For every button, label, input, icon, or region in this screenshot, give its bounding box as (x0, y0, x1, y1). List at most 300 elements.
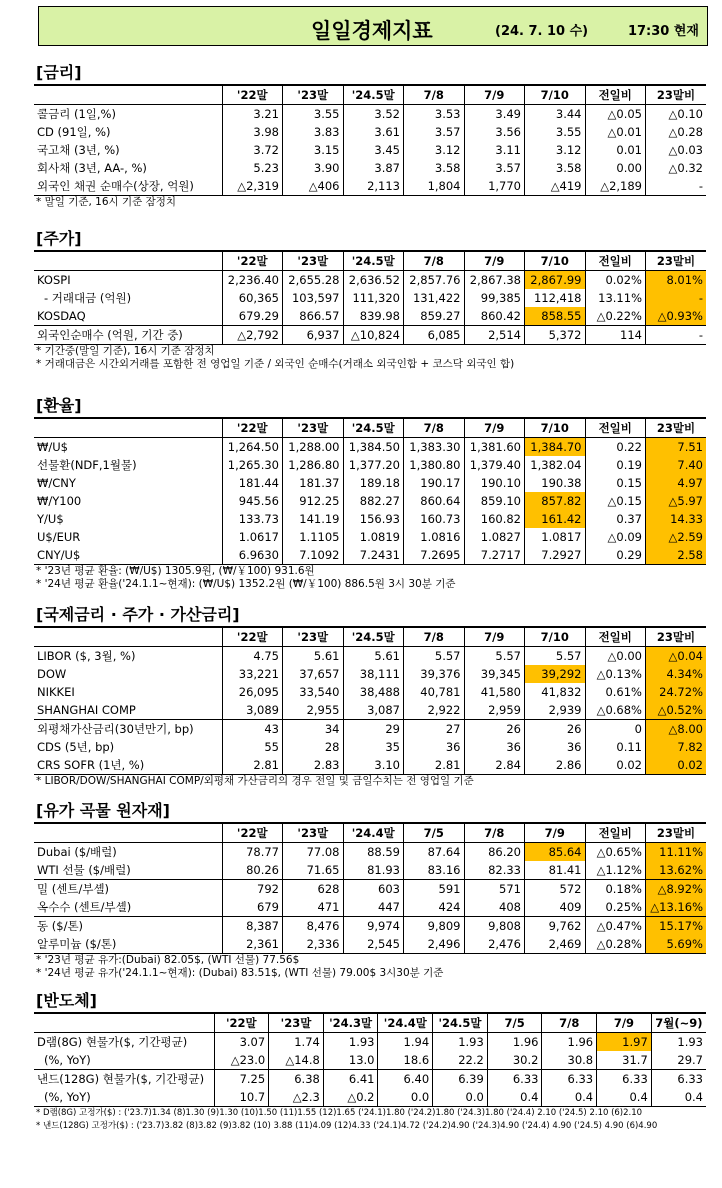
footnote: * 기간중(말일 기준), 16시 기준 잠정치 (36, 345, 215, 357)
table-row (34, 546, 706, 565)
table-cell: 0.4 (597, 1088, 652, 1107)
table-cell: 2.83 (283, 756, 344, 775)
column-header (34, 1014, 214, 1033)
row-label: 알루미늄 ($/톤) (37, 937, 117, 951)
table-cell: 38,111 (343, 665, 404, 683)
row-label: 옥수수 (센트/부셸) (37, 900, 132, 914)
table-cell: 408 (464, 898, 525, 917)
table-cell: △2.59 (646, 528, 707, 546)
row-label: 외평채가산금리(30년만기, bp) (37, 722, 194, 736)
table-row (34, 880, 706, 899)
table-cell: 8,476 (283, 917, 344, 936)
table-cell: 2.58 (646, 546, 707, 565)
table-cell: 912.25 (283, 492, 344, 510)
table-cell: 30.2 (487, 1051, 542, 1070)
table-cell: 0.02 (585, 756, 646, 775)
table-cell: 36 (464, 738, 525, 756)
section-4 (34, 800, 706, 980)
table-cell: 3.12 (525, 141, 586, 159)
column-header: 7/10 (525, 252, 586, 271)
table-cell: 6.33 (542, 1070, 597, 1089)
table-cell: 111,320 (343, 289, 404, 307)
column-header: 7/9 (464, 252, 525, 271)
table-cell: 78.77 (222, 843, 283, 862)
section-0 (34, 62, 706, 209)
footnote: * '24년 평균 환율('24.1.1~현재): (₩/U$) 1352.2원 (₩/￥100) 886.5원 3시 30분 기준 (36, 578, 456, 590)
table-cell: 3.52 (343, 105, 404, 124)
table-cell: 2,113 (343, 177, 404, 196)
column-header: '22말 (222, 628, 283, 647)
row-label: 동 ($/톤) (37, 919, 84, 933)
column-header: 전일비 (585, 628, 646, 647)
table-cell: 112,418 (525, 289, 586, 307)
table-cell: 839.98 (343, 307, 404, 326)
table-cell: 5.57 (404, 647, 465, 666)
table-cell: 3.87 (343, 159, 404, 177)
table-cell: 0.19 (585, 456, 646, 474)
table-cell: 160.73 (404, 510, 465, 528)
table-cell: △0.52% (646, 701, 707, 720)
table-cell: 26,095 (222, 683, 283, 701)
table-cell: 471 (283, 898, 344, 917)
table-cell: 13.62% (646, 861, 707, 880)
table-cell: 5,372 (525, 326, 586, 345)
table-cell: 87.64 (404, 843, 465, 862)
table-cell: 1.93 (323, 1033, 378, 1052)
table-row (34, 861, 706, 880)
column-header: '22말 (222, 252, 283, 271)
table-cell: 3.10 (343, 756, 404, 775)
table-cell: 2.84 (464, 756, 525, 775)
row-label: NIKKEI (37, 685, 75, 699)
row-label: WTI 선물 ($/배럴) (37, 863, 131, 877)
table-cell: 190.38 (525, 474, 586, 492)
table-cell: 3.21 (222, 105, 283, 124)
column-header: 7/10 (525, 628, 586, 647)
table-cell: 2.81 (222, 756, 283, 775)
table-cell: 39,376 (404, 665, 465, 683)
table-row (34, 1088, 706, 1107)
table-cell: 2,959 (464, 701, 525, 720)
table-cell: 679 (222, 898, 283, 917)
table-cell: 81.41 (525, 861, 586, 880)
table-cell: 0.18% (585, 880, 646, 899)
table-cell: 1.96 (487, 1033, 542, 1052)
table-cell: △0.00 (585, 647, 646, 666)
table-cell: 860.64 (404, 492, 465, 510)
table-cell: 71.65 (283, 861, 344, 880)
table-cell: 40,781 (404, 683, 465, 701)
table-cell: 3.90 (283, 159, 344, 177)
column-header: 7/9 (464, 86, 525, 105)
table-cell: △0.09 (585, 528, 646, 546)
table-cell: 3.55 (283, 105, 344, 124)
section-2 (34, 395, 706, 591)
table-cell: 1,770 (464, 177, 525, 196)
table-cell: 7.40 (646, 456, 707, 474)
row-label: 국고채 (3년, %) (37, 143, 120, 157)
column-header: '22말 (222, 419, 283, 438)
row-label: 회사채 (3년, AA-, %) (37, 161, 147, 175)
table-cell: 43 (222, 720, 283, 739)
table-cell: 26 (525, 720, 586, 739)
column-header: 23말비 (646, 628, 707, 647)
column-header: 전일비 (585, 86, 646, 105)
table-cell: △0.2 (323, 1088, 378, 1107)
table-cell: 3.56 (464, 123, 525, 141)
table-cell: 28 (283, 738, 344, 756)
row-label: D램(8G) 현물가($, 기간평균) (37, 1035, 188, 1049)
footnote: * '24년 평균 유가('24.1.1~현재): (Dubai) 83.51$, (WTI 선물) 79.00$ 3시30분 기준 (36, 967, 444, 979)
table-cell: 1,384.70 (525, 438, 586, 457)
column-header: '24.4말 (378, 1014, 433, 1033)
column-header: '24.5말 (343, 419, 404, 438)
table-cell: 82.33 (464, 861, 525, 880)
table-row (34, 935, 706, 954)
table-cell: 7.2717 (464, 546, 525, 565)
table-cell: 4.34% (646, 665, 707, 683)
column-header: 7/9 (525, 824, 586, 843)
table-row (34, 647, 706, 666)
table-cell: 0.00 (585, 159, 646, 177)
table-cell: 1,265.30 (222, 456, 283, 474)
column-header: '24.5말 (343, 628, 404, 647)
table-cell: 190.17 (404, 474, 465, 492)
table-cell: 882.27 (343, 492, 404, 510)
table-cell: 33,221 (222, 665, 283, 683)
section-title: [환율] (34, 395, 706, 419)
section-title: [금리] (34, 62, 706, 86)
table-row (34, 898, 706, 917)
table-row (34, 326, 706, 345)
table-cell: 156.93 (343, 510, 404, 528)
table-row (34, 141, 706, 159)
table-cell: △2.3 (269, 1088, 324, 1107)
footnote: * '23년 평균 유가:(Dubai) 82.05$, (WTI 선물) 77.56$ (36, 954, 300, 966)
table-row (34, 177, 706, 196)
table-cell: 181.44 (222, 474, 283, 492)
table-cell: 161.42 (525, 510, 586, 528)
table-cell: 2,867.99 (525, 271, 586, 290)
table-cell: 9,808 (464, 917, 525, 936)
table-cell: 77.08 (283, 843, 344, 862)
table-cell: 0.02 (646, 756, 707, 775)
data-table (34, 1014, 706, 1107)
table-cell: 1,288.00 (283, 438, 344, 457)
table-cell: 1,264.50 (222, 438, 283, 457)
table-header-row (34, 252, 706, 271)
table-cell: 141.19 (283, 510, 344, 528)
report-date: (24. 7. 10 수) (495, 24, 589, 39)
table-row (34, 720, 706, 739)
footnote: * LIBOR/DOW/SHANGHAI COMP/외평채 가산금리의 경우 전일 및 금일수치는 전 영업일 기준 (36, 775, 474, 787)
table-header-row (34, 419, 706, 438)
table-cell: 1.0819 (343, 528, 404, 546)
table-cell: △0.28 (646, 123, 707, 141)
table-cell: 7.2927 (525, 546, 586, 565)
table-cell: 34 (283, 720, 344, 739)
table-cell: 6.33 (597, 1070, 652, 1089)
column-header: '22말 (222, 86, 283, 105)
table-cell: △0.22% (585, 307, 646, 326)
table-cell: 10.7 (214, 1088, 269, 1107)
table-cell: 0.22 (585, 438, 646, 457)
table-row (34, 738, 706, 756)
row-label: LIBOR ($, 3월, %) (37, 649, 136, 663)
table-cell: 6.40 (378, 1070, 433, 1089)
table-cell: 3.83 (283, 123, 344, 141)
table-cell: △0.03 (646, 141, 707, 159)
table-row (34, 271, 706, 290)
column-header: 7/8 (542, 1014, 597, 1033)
data-table (34, 86, 706, 196)
column-header: 7/9 (464, 628, 525, 647)
row-label: U$/EUR (37, 530, 81, 544)
table-row (34, 756, 706, 775)
table-cell: 1.97 (597, 1033, 652, 1052)
table-cell: 15.17% (646, 917, 707, 936)
table-cell: △2,319 (222, 177, 283, 196)
table-cell: 5.23 (222, 159, 283, 177)
section-5 (34, 990, 706, 1133)
table-cell: △0.68% (585, 701, 646, 720)
table-cell: 3.57 (464, 159, 525, 177)
table-cell: △0.93% (646, 307, 707, 326)
table-cell: 447 (343, 898, 404, 917)
table-cell: △14.8 (269, 1051, 324, 1070)
table-cell: 3.49 (464, 105, 525, 124)
table-row (34, 159, 706, 177)
column-header: 7/10 (525, 86, 586, 105)
table-cell: 6.39 (433, 1070, 488, 1089)
table-cell: 14.33 (646, 510, 707, 528)
column-header: 7/10 (525, 419, 586, 438)
table-cell: 6.38 (269, 1070, 324, 1089)
table-cell: 1.0817 (525, 528, 586, 546)
table-cell: △0.13% (585, 665, 646, 683)
row-label: KOSDAQ (37, 309, 86, 323)
table-cell: 36 (525, 738, 586, 756)
table-cell: 24.72% (646, 683, 707, 701)
table-cell: 1,381.60 (464, 438, 525, 457)
column-header: 7/9 (597, 1014, 652, 1033)
table-cell: 1,379.40 (464, 456, 525, 474)
table-cell: 424 (404, 898, 465, 917)
data-table (34, 628, 706, 775)
table-cell: 3.53 (404, 105, 465, 124)
table-cell: 35 (343, 738, 404, 756)
footnote: * 말일 기준, 16시 기준 잠정치 (36, 196, 177, 208)
table-cell: 1,804 (404, 177, 465, 196)
table-row (34, 123, 706, 141)
table-cell: 5.57 (525, 647, 586, 666)
table-cell: 0.4 (542, 1088, 597, 1107)
column-header: '24.5말 (433, 1014, 488, 1033)
table-cell: 83.16 (404, 861, 465, 880)
table-row (34, 492, 706, 510)
table-cell: 7.1092 (283, 546, 344, 565)
table-header-row (34, 1014, 706, 1033)
table-cell: 31.7 (597, 1051, 652, 1070)
table-cell: 2,939 (525, 701, 586, 720)
column-header: 7/8 (404, 252, 465, 271)
table-row (34, 307, 706, 326)
table-row (34, 843, 706, 862)
row-label: CRS SOFR (1년, %) (37, 758, 145, 772)
table-cell: △8.00 (646, 720, 707, 739)
section-3 (34, 604, 706, 788)
table-cell: △419 (525, 177, 586, 196)
table-cell: 9,809 (404, 917, 465, 936)
table-cell: 860.42 (464, 307, 525, 326)
table-cell: 33,540 (283, 683, 344, 701)
table-cell: 1,384.50 (343, 438, 404, 457)
table-cell: 1,380.80 (404, 456, 465, 474)
row-label: CD (91일, %) (37, 125, 111, 139)
table-cell: 41,580 (464, 683, 525, 701)
table-cell: 858.55 (525, 307, 586, 326)
column-header: '24.4말 (343, 824, 404, 843)
table-cell: 85.64 (525, 843, 586, 862)
table-cell: △10,824 (343, 326, 404, 345)
data-table (34, 824, 706, 954)
section-1 (34, 228, 706, 371)
table-cell: 2,514 (464, 326, 525, 345)
table-cell: 18.6 (378, 1051, 433, 1070)
table-cell: 3,089 (222, 701, 283, 720)
table-row (34, 683, 706, 701)
table-cell: 3.07 (214, 1033, 269, 1052)
row-label: Y/U$ (37, 512, 64, 526)
table-cell: 13.0 (323, 1051, 378, 1070)
table-cell: 26 (464, 720, 525, 739)
table-cell: 2,496 (404, 935, 465, 954)
table-cell: 1.0827 (464, 528, 525, 546)
table-cell: 1,383.30 (404, 438, 465, 457)
table-row (34, 1033, 706, 1052)
table-row (34, 528, 706, 546)
table-cell: 3.61 (343, 123, 404, 141)
title-banner (38, 6, 708, 46)
section-title: [유가 곡물 원자재] (34, 800, 706, 824)
row-label: (%, YoY) (44, 1053, 91, 1067)
row-label: 외국인 채권 순매수(상장, 억원) (37, 179, 194, 193)
table-cell: 1.74 (269, 1033, 324, 1052)
table-row (34, 1051, 706, 1070)
table-cell: 27 (404, 720, 465, 739)
column-header: 7/8 (404, 628, 465, 647)
table-cell: 99,385 (464, 289, 525, 307)
report-time: 17:30 현재 (627, 24, 699, 39)
table-cell: 571 (464, 880, 525, 899)
table-cell: 29 (343, 720, 404, 739)
table-cell: 603 (343, 880, 404, 899)
table-cell: 11.11% (646, 843, 707, 862)
table-cell: 2.86 (525, 756, 586, 775)
column-header: '23말 (269, 1014, 324, 1033)
table-row (34, 1070, 706, 1089)
table-cell: 6.9630 (222, 546, 283, 565)
table-cell: △0.28% (585, 935, 646, 954)
table-cell: △0.65% (585, 843, 646, 862)
column-header (34, 824, 222, 843)
column-header: 23말비 (646, 252, 707, 271)
table-row (34, 474, 706, 492)
row-label: 외국인순매수 (억원, 기간 중) (37, 328, 183, 342)
table-cell: 859.27 (404, 307, 465, 326)
table-cell: 7.51 (646, 438, 707, 457)
table-row (34, 665, 706, 683)
footnote: * 거래대금은 시간외거래를 포함한 전 영업일 기준 / 외국인 순매수(거래소 외국인합 + 코스닥 외국인 합) (36, 358, 515, 370)
table-cell: 866.57 (283, 307, 344, 326)
table-cell: △0.04 (646, 647, 707, 666)
table-cell: 628 (283, 880, 344, 899)
section-title: [주가] (34, 228, 706, 252)
table-cell: 2,236.40 (222, 271, 283, 290)
table-cell: 0.25% (585, 898, 646, 917)
table-cell: 409 (525, 898, 586, 917)
column-header: 전일비 (585, 824, 646, 843)
table-cell: 0.02% (585, 271, 646, 290)
table-cell: 1.94 (378, 1033, 433, 1052)
column-header (34, 628, 222, 647)
table-cell: △0.15 (585, 492, 646, 510)
table-cell: 3.45 (343, 141, 404, 159)
table-cell: 0.37 (585, 510, 646, 528)
table-cell: 2,857.76 (404, 271, 465, 290)
table-cell: 0.4 (651, 1088, 706, 1107)
table-row (34, 456, 706, 474)
table-cell: 2,545 (343, 935, 404, 954)
column-header: 7/5 (404, 824, 465, 843)
page-title: 일일경제지표 (311, 19, 433, 43)
table-cell: 7.2695 (404, 546, 465, 565)
table-cell: 39,345 (464, 665, 525, 683)
row-label: KOSPI (37, 273, 71, 287)
table-cell: 160.82 (464, 510, 525, 528)
table-cell: 572 (525, 880, 586, 899)
table-cell: △0.32 (646, 159, 707, 177)
table-cell: 29.7 (651, 1051, 706, 1070)
table-cell: 1,377.20 (343, 456, 404, 474)
row-label: 선물환(NDF,1월물) (37, 458, 137, 472)
table-cell: 2,867.38 (464, 271, 525, 290)
row-label: 밀 (센트/부셸) (37, 882, 110, 896)
table-cell: △13.16% (646, 898, 707, 917)
table-cell: 88.59 (343, 843, 404, 862)
table-header-row (34, 86, 706, 105)
table-cell: 3.72 (222, 141, 283, 159)
section-title: [국제금리 · 주가 · 가산금리] (34, 604, 706, 628)
table-cell: 22.2 (433, 1051, 488, 1070)
table-cell: 2.81 (404, 756, 465, 775)
table-cell: 86.20 (464, 843, 525, 862)
footnote: * 낸드(128G) 고정가($) : ('23.7)3.82 (8)3.82 (9)3.82 (10) 3.88 (11)4.09 (12)4.33 ('24.1)4.72 ('24.2)4.90 ('24.3)4.90 ('24.4) 4.90 ('24.5) 4.90 (6)4.90 (36, 1121, 658, 1131)
column-header: 23말비 (646, 86, 707, 105)
table-cell: 6.41 (323, 1070, 378, 1089)
column-header: '22말 (214, 1014, 269, 1033)
row-label: 낸드(128G) 현물가($, 기간평균) (37, 1072, 205, 1086)
table-cell: 2,636.52 (343, 271, 404, 290)
column-header: 7/8 (404, 419, 465, 438)
column-header (34, 86, 222, 105)
table-cell: 3.98 (222, 123, 283, 141)
table-cell: 3.11 (464, 141, 525, 159)
table-cell: 9,974 (343, 917, 404, 936)
table-cell: 3.12 (404, 141, 465, 159)
column-header: '23말 (283, 252, 344, 271)
table-row (34, 105, 706, 124)
